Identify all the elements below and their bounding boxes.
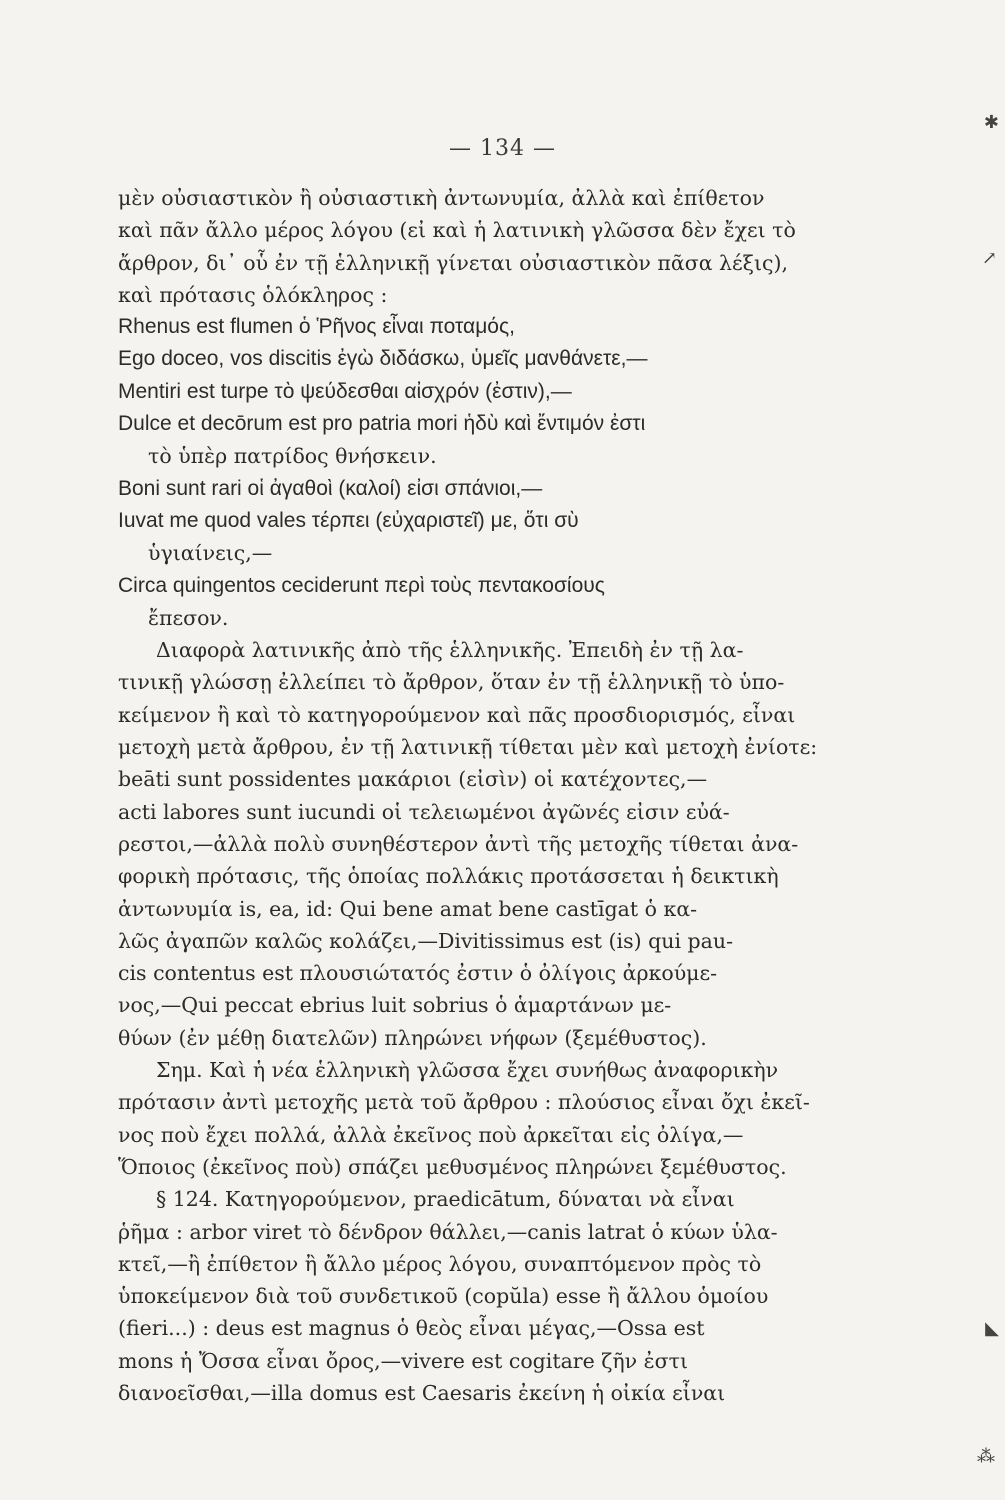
scan-mark-icon: ◣ [985, 1318, 999, 1339]
text-line: ἄρθρον, δι᾽ οὗ ἐν τῇ ἑλληνικῇ γίνεται οὐσιαστικὸν πᾶσα λέξις), [118, 250, 788, 275]
scan-mark-icon: ✱ [983, 112, 999, 133]
text-line: πρότασιν ἀντὶ μετοχῆς μετὰ τοῦ ἄρθρου : πλούσιος εἶναι ὄχι ἐκεῖ- [118, 1090, 810, 1115]
text-line: ρεστοι,—ἀλλὰ πολὺ συνηθέστερον ἀντὶ τῆς μετοχῆς τίθεται ἀνα- [118, 831, 799, 856]
example-continuation: τὸ ὑπὲρ πατρίδος θνήσκειν. [148, 444, 437, 469]
text-line: beāti sunt possidentes μακάριοι (εἰσὶν) οἱ κατέχοντες,— [118, 767, 708, 792]
text-line: acti labores sunt iucundi οἱ τελειωμένοι ἀγῶνές εἰσιν εὐά- [118, 799, 730, 824]
note-line: Σημ. Καὶ ἡ νέα ἑλληνικὴ γλῶσσα ἔχει συνήθως ἀναφορικὴν [156, 1058, 779, 1083]
text-line: τινικῇ γλώσσῃ ἐλλείπει τὸ ἄρθρον, ὅταν ἐν τῇ ἑλληνικῇ τὸ ὑπο- [118, 670, 785, 695]
body-text [118, 182, 878, 1409]
text-line: κείμενον ἢ καὶ τὸ κατηγορούμενον καὶ πᾶς προσδιορισμός, εἶναι [118, 702, 796, 727]
section-heading-line: Διαφορὰ λατινικῆς ἀπὸ τῆς ἑλληνικῆς. Ἐπειδὴ ἐν τῇ λα- [156, 638, 744, 663]
scan-arrow-icon: ↗ [981, 248, 997, 269]
text-line: φορικὴ πρότασις, τῆς ὁποίας πολλάκις προτάσσεται ἡ δεικτικὴ [118, 864, 779, 889]
text-line: θύων (ἐν μέθῃ διατελῶν) πληρώνει νήφων (ξεμέθυστος). [118, 1025, 707, 1050]
text-line: νος ποὺ ἔχει πολλά, ἀλλὰ ἐκεῖνος ποὺ ἀρκεῖται εἰς ὀλίγα,— [118, 1122, 744, 1147]
text-line: λῶς ἀγαπῶν καλῶς κολάζει,—Divitissimus est (is) qui pau- [118, 928, 734, 953]
text-line: καὶ πᾶν ἄλλο μέρος λόγου (εἰ καὶ ἡ λατινικὴ γλῶσσα δὲν ἔχει τὸ [118, 218, 796, 243]
text-line: ὑποκείμενον διὰ τοῦ συνδετικοῦ (copŭla) esse ἢ ἄλλου ὁμοίου [118, 1284, 769, 1309]
page-number: — 134 — [449, 136, 556, 161]
example-line: Rhenus est flumen ὁ Ῥῆνος εἶναι ποταμός, [118, 315, 515, 339]
text-line: ῥῆμα : arbor viret τὸ δένδρον θάλλει,—canis latrat ὁ κύων ὑλα- [118, 1219, 778, 1244]
example-line: Circa quingentos ceciderunt περὶ τοὺς πεντακοσίους [118, 573, 605, 597]
text-line: μετοχὴ μετὰ ἄρθρου, ἐν τῇ λατινικῇ τίθεται μὲν καὶ μετοχὴ ἐνίοτε: [118, 735, 818, 760]
example-line: Boni sunt rari οἱ ἀγαθοὶ (καλοί) εἰσι σπάνιοι,— [118, 476, 543, 500]
text-line: (fieri...) : deus est magnus ὁ θεὸς εἶναι μέγας,—Ossa est [118, 1316, 705, 1341]
text-line: καὶ πρότασις ὁλόκληρος : [118, 282, 388, 307]
text-line: μὲν οὐσιαστικὸν ἢ οὐσιαστικὴ ἀντωνυμία, ἀλλὰ καὶ ἐπίθετον [118, 186, 765, 210]
text-line: κτεῖ,—ἢ ἐπίθετον ἢ ἄλλο μέρος λόγου, συναπτόμενον πρὸς τὸ [118, 1251, 762, 1276]
scan-mark-icon: ⁂ [977, 1446, 995, 1467]
text-line: νος,—Qui peccat ebrius luit sobrius ὁ ἁμαρτάνων με- [118, 993, 672, 1018]
section-124-heading-line: § 124. Κατηγορούμενον, praedicātum, δύναται νὰ εἶναι [156, 1187, 735, 1212]
example-line: Dulce et decōrum est pro patria mori ἡδὺ καὶ ἔντιμόν ἐστι [118, 412, 646, 436]
text-line: cis contentus est πλουσιώτατός ἐστιν ὁ ὀλίγοις ἀρκούμε- [118, 961, 718, 986]
text-line: Ὅποιος (ἐκεῖνος ποὺ) σπάζει μεθυσμένος πληρώνει ξεμέθυστος. [118, 1154, 787, 1179]
text-line: διανοεῖσθαι,—illa domus est Caesaris ἐκείνη ἡ οἰκία εἶναι [118, 1380, 726, 1405]
text-line: mons ἡ Ὄσσα εἶναι ὄρος,—vivere est cogitare ζῆν ἐστι [118, 1348, 688, 1373]
example-continuation: ὑγιαίνεις,— [148, 541, 273, 566]
text-line: ἀντωνυμία is, ea, id: Qui bene amat bene castīgat ὁ κα- [118, 896, 698, 921]
example-line: Mentiri est turpe τὸ ψεύδεσθαι αἰσχρόν (ἐστιν),— [118, 379, 572, 403]
example-continuation: ἔπεσον. [148, 605, 229, 630]
example-line: Ego doceo, vos discitis ἐγὼ διδάσκω, ὑμεῖς μανθάνετε,— [118, 347, 648, 371]
example-line: Iuvat me quod vales τέρπει (εὐχαριστεῖ) με, ὅτι σὺ [118, 508, 579, 532]
